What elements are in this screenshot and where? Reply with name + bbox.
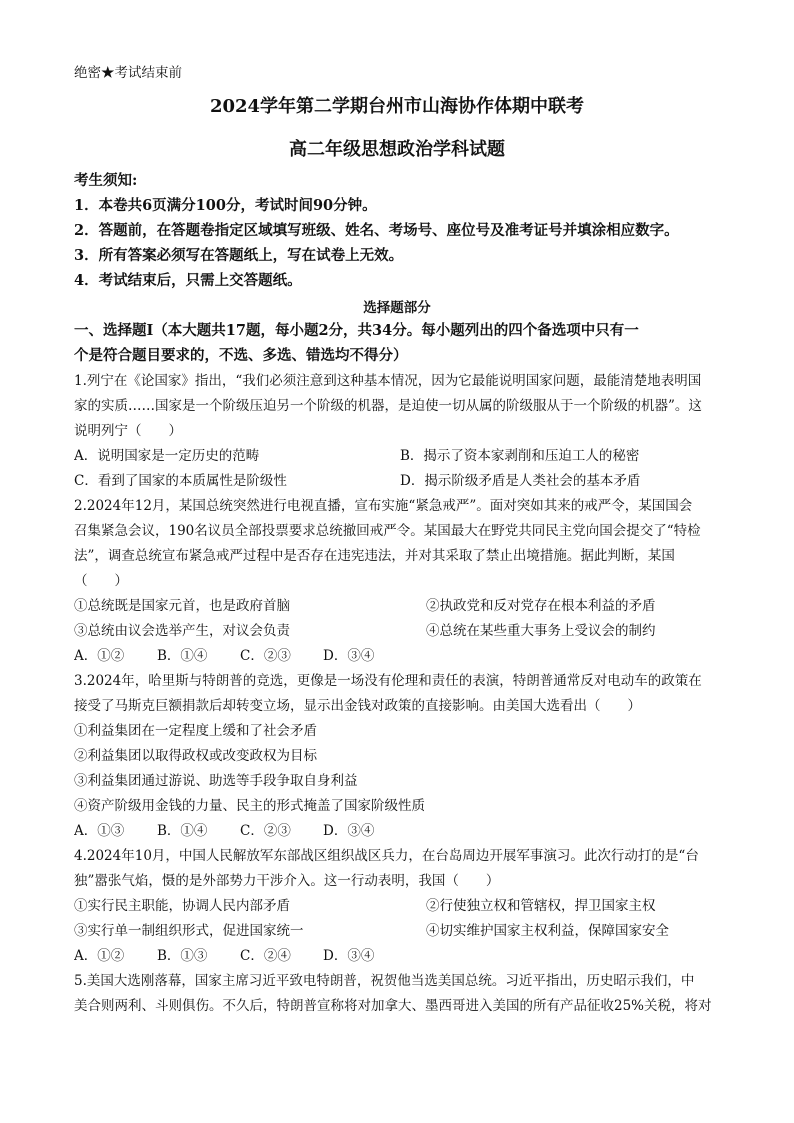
confidential-label: 绝密★考试结束前: [74, 65, 182, 81]
question-1-text: 家的实质……国家是一个阶级压迫另一个阶级的机器，是迫使一切从属的阶级服从于一个阶级的机器”。这: [74, 398, 702, 414]
question-2-statements: [74, 597, 724, 615]
option-d: D．③④: [323, 948, 375, 964]
statement-1: ①实行民主职能，协调人民内部矛盾: [74, 898, 290, 914]
question-1-options: [74, 447, 724, 465]
exam-title: 2024学年第二学期台州市山海协作体期中联考: [209, 96, 585, 117]
question-1-text: 1.列宁在《论国家》指出，“我们必须注意到这种基本情况，因为它最能说明国家问题，最能清楚地表明国: [74, 373, 702, 389]
option-b: B．①④: [157, 648, 208, 664]
option-d: D．③④: [323, 823, 375, 839]
question-2-text: 召集紧急会议，190名议员全部投票要求总统撤回戒严令。某国最大在野党共同民主党向国会提交了“特检: [74, 523, 701, 539]
option-c: C．②③: [240, 648, 291, 664]
statement-1: ①总统既是国家元首，也是政府首脑: [74, 598, 290, 614]
part-title: 选择题部分: [363, 300, 431, 316]
statement-3: ③利益集团通过游说、助选等手段争取自身利益: [74, 773, 358, 789]
statement-2: ②行使独立权和管辖权，捍卫国家主权: [426, 898, 656, 914]
notice-item: 4．考试结束后，只需上交答题纸。: [74, 272, 302, 289]
option-c: C．②③: [240, 823, 291, 839]
option-a: A．①③: [74, 823, 125, 839]
option-b: B．①③: [157, 948, 208, 964]
option-d: D．③④: [323, 648, 375, 664]
statement-1: ①利益集团在一定程度上缓和了社会矛盾: [74, 723, 317, 739]
notice-item: 2．答题前，在答题卷指定区域填写班级、姓名、考场号、座位号及准考证号并填涂相应数字。: [74, 222, 679, 239]
question-3-text: 接受了马斯克巨额捐款后却转变立场，显示出金钱对政策的直接影响。由美国大选看出（ ）: [74, 698, 641, 714]
question-1-text: 说明列宁（ ）: [74, 423, 182, 439]
option-c: C．看到了国家的本质属性是阶级性: [74, 473, 287, 489]
question-2-options: [74, 647, 724, 665]
question-2-text: 2.2024年12月，某国总统突然进行电视直播，宣布实施“紧急戒严”。面对突如其来的戒严令，某国国会: [74, 498, 693, 514]
question-4-options: [74, 947, 724, 965]
question-3-text: 3.2024年，哈里斯与特朗普的竞选，更像是一场没有伦理和责任的表演，特朗普通常反对电动车的政策在: [74, 673, 702, 689]
section-instruction: 一、选择题Ⅰ（本大题共17题，每小题2分，共34分。每小题列出的四个备选项中只有一: [74, 322, 639, 339]
statement-3: ③实行单一制组织形式，促进国家统一: [74, 923, 304, 939]
option-d: D．揭示阶级矛盾是人类社会的基本矛盾: [400, 473, 641, 489]
question-4-statements: [74, 897, 724, 915]
notice-heading: 考生须知:: [74, 172, 138, 189]
question-4-text: 独”嚣张气焰，慑的是外部势力干涉介入。这一行动表明，我国（ ）: [74, 873, 500, 889]
option-b: B．揭示了资本家剥削和压迫工人的秘密: [400, 448, 640, 464]
question-4-text: 4.2024年10月，中国人民解放军东部战区组织战区兵力，在台岛周边开展军事演习。此次行动打的是“台: [74, 848, 699, 864]
section-instruction: 个是符合题目要求的，不选、多选、错选均不得分）: [74, 347, 408, 364]
option-a: A．①②: [74, 648, 125, 664]
option-a: A．①②: [74, 948, 125, 964]
statement-4: ④资产阶级用金钱的力量、民主的形式掩盖了国家阶级性质: [74, 798, 425, 814]
question-2-text: （ ）: [74, 573, 128, 589]
question-2-text: 法”，调查总统宣布紧急戒严过程中是否存在违宪违法，并对其采取了禁止出境措施。据此判断，某国: [74, 548, 675, 564]
question-4-statements: [74, 922, 724, 940]
question-3-options: [74, 822, 724, 840]
question-5-text: 5.美国大选刚落幕，国家主席习近平致电特朗普，祝贺他当选美国总统。习近平指出，历史昭示我们，中: [74, 973, 695, 989]
statement-3: ③总统由议会选举产生，对议会负责: [74, 623, 290, 639]
exam-subtitle: 高二年级思想政治学科试题: [289, 139, 505, 160]
question-1-options: [74, 472, 724, 490]
notice-item: 1．本卷共6页满分100分，考试时间90分钟。: [74, 197, 377, 214]
statement-2: ②利益集团以取得政权或改变政权为目标: [74, 748, 317, 764]
statement-4: ④切实维护国家主权利益，保障国家安全: [426, 923, 669, 939]
question-5-text: 美合则两利、斗则俱伤。不久后，特朗普宣称将对加拿大、墨西哥进入美国的所有产品征收25%关税，将对: [74, 998, 712, 1014]
option-c: C．②④: [240, 948, 291, 964]
notice-item: 3．所有答案必须写在答题纸上，写在试卷上无效。: [74, 247, 404, 264]
statement-4: ④总统在某些重大事务上受议会的制约: [426, 623, 656, 639]
option-b: B．①④: [157, 823, 208, 839]
statement-2: ②执政党和反对党存在根本利益的矛盾: [426, 598, 656, 614]
option-a: A．说明国家是一定历史的范畴: [74, 448, 260, 464]
question-2-statements: [74, 622, 724, 640]
